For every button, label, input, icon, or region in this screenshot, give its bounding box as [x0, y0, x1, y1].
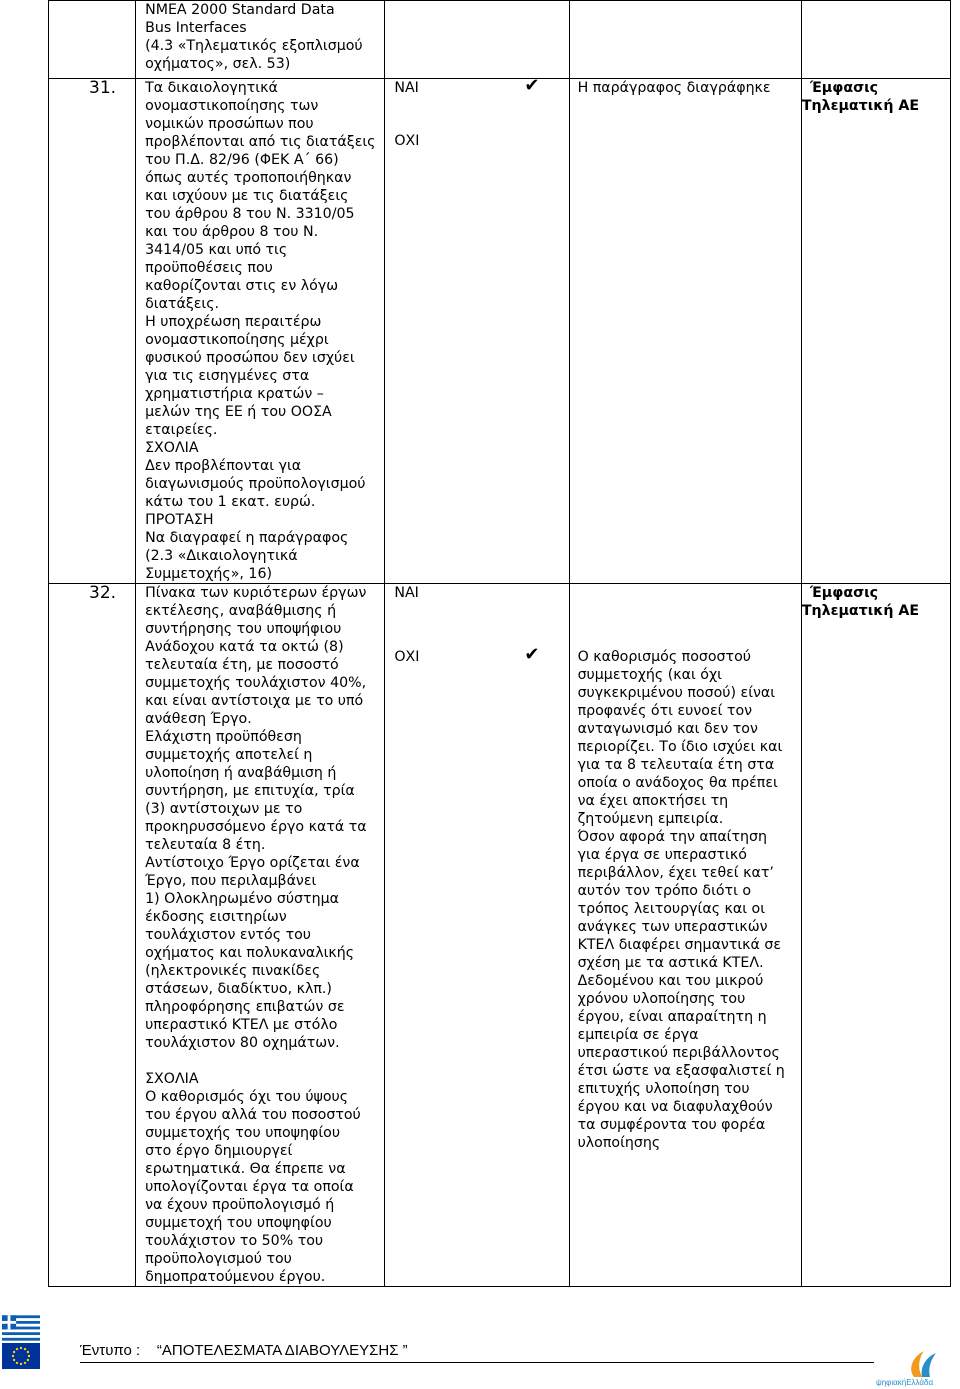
requirement-text: [136, 1, 385, 79]
comment-line: προφανές ότι ευνοεί τον: [577, 703, 753, 719]
row-number: 31.: [49, 79, 136, 584]
text-line: Ο καθορισμός όχι του ύψους: [145, 1089, 349, 1105]
comment-line: επιτυχής υλοποίηση του: [577, 1081, 750, 1097]
response-comment: [569, 79, 801, 584]
respondent: [801, 79, 950, 584]
respondent: [801, 584, 950, 1287]
text-line: Συμμετοχής», 16): [145, 566, 273, 582]
text-line: ΣΧΟΛΙΑ: [145, 1071, 199, 1087]
text-line: συμμετοχή του υποψηφίου: [145, 1215, 332, 1231]
footer-label: Έντυπο :: [80, 1342, 141, 1359]
footer: [80, 1342, 408, 1359]
text-line: Τα δικαιολογητικά: [145, 80, 278, 96]
text-line: διατάξεις.: [145, 296, 220, 312]
text-line: Η υποχρέωση περαιτέρω: [145, 314, 322, 330]
eu-star: [13, 1359, 15, 1361]
text-line: προκηρυσσόμενο έργο κατά τα: [145, 819, 367, 835]
text-line: Δεν προβλέπονται για: [145, 458, 302, 474]
eu-star: [27, 1351, 29, 1353]
option-yes: [394, 584, 568, 602]
requirement-text: [136, 584, 385, 1287]
eu-star: [24, 1348, 26, 1350]
text-line: τουλάχιστον εντός του: [145, 927, 312, 943]
comment-line: Ο καθορισμός ποσοστού: [577, 649, 751, 665]
text-line: (2.3 «Δικαιολογητικά: [145, 548, 298, 564]
option-label: ΝΑΙ: [394, 585, 419, 601]
comment-line: για έργα σε υπεραστικό: [577, 847, 747, 863]
text-line: συμμετοχής αποτελεί η: [145, 747, 313, 763]
text-line: να έχουν προϋπολογισμό ή: [145, 1197, 335, 1213]
comment-line: εμπειρία σε έργα: [577, 1027, 699, 1043]
text-line: συντήρηση, με επιτυχία, τρία: [145, 783, 355, 799]
text-line: δημοπρατούμενου έργου.: [145, 1269, 326, 1285]
text-line: Πίνακα των κυριότερων έργων: [145, 585, 367, 601]
text-line: καθορίζονται στις εν λόγω: [145, 278, 339, 294]
text-line: υπεραστικό ΚΤΕΛ με στόλο: [145, 1017, 338, 1033]
yes-no-cell: [385, 1, 569, 79]
respondent-line: Έμφασις: [809, 80, 879, 96]
row-number: 32.: [49, 584, 136, 1287]
yes-no-cell: [385, 75, 569, 584]
requirement-text: [136, 79, 385, 584]
comment-line: οποία ο ανάδοχος θα πρέπει: [577, 775, 778, 791]
comment-line: χρόνου υλοποίησης του: [577, 991, 746, 1007]
text-line: Να διαγραφεί η παράγραφος: [145, 530, 349, 546]
text-line: [145, 1052, 380, 1070]
respondent-line: Τηλεματική ΑΕ: [801, 98, 920, 114]
text-line: έκδοσης εισιτηρίων: [145, 909, 287, 925]
text-line: και ισχύουν με τις διατάξεις: [145, 188, 349, 204]
text-line: Αντίστοιχο Έργο ορίζεται ένα: [145, 855, 360, 871]
response-comment: [569, 584, 801, 1287]
respondent-line: Τηλεματική ΑΕ: [801, 603, 920, 619]
comment-line: Η παράγραφος διαγράφηκε: [577, 80, 771, 96]
text-line: Ανάδοχου κατά τα οκτώ (8): [145, 639, 344, 655]
text-line: υλοποίηση ή αναβάθμιση ή: [145, 765, 337, 781]
text-line: τουλάχιστον το 50% του: [145, 1233, 324, 1249]
response-comment: [569, 1, 801, 79]
eu-flag-icon: [2, 1343, 40, 1369]
comment-line: υπεραστικού περιβάλλοντος: [577, 1045, 780, 1061]
text-line: στο έργο δημιουργεί: [145, 1143, 293, 1159]
text-line: Ελάχιστη προϋπόθεση: [145, 729, 302, 745]
comment-line: Όσον αφορά την απαίτηση: [577, 829, 767, 845]
comment-line: τρόπος λειτουργίας και οι: [577, 901, 766, 917]
greek-flag-icon: [2, 1315, 40, 1341]
text-line: και είναι αντίστοιχα με το υπό: [145, 693, 364, 709]
respondent: [801, 1, 950, 79]
text-line: προβλέπονται από τις διατάξεις: [145, 134, 376, 150]
option-label: ΟΧΙ: [394, 649, 420, 665]
text-line: εταιρείες.: [145, 422, 218, 438]
eu-star: [16, 1348, 18, 1350]
comment-line: να έχει αποκτήσει τη: [577, 793, 729, 809]
comment-line: συγκεκριμένου ποσού) είναι: [577, 685, 776, 701]
comment-line: περιβάλλον, έχει τεθεί κατ’: [577, 865, 774, 881]
option-label: ΟΧΙ: [394, 133, 420, 149]
comment-line: περιορίζει. Το ίδιο ισχύει και: [577, 739, 783, 755]
option-no: [394, 644, 568, 666]
logo-text: ψηφιακήΕλλάδα: [876, 1378, 934, 1387]
text-line: τελευταία 8 έτη.: [145, 837, 266, 853]
eu-star: [27, 1359, 29, 1361]
row-number: [49, 1, 136, 79]
text-line: ΠΡΟΤΑΣΗ: [145, 512, 214, 528]
text-line: υπολογίζονται έργα τα οποία: [145, 1179, 354, 1195]
text-line: του έργου αλλά του ποσοστού: [145, 1107, 361, 1123]
footer-title: “ΑΠΟΤΕΛΕΣΜΑΤΑ ΔΙΑΒΟΥΛΕΥΣΗΣ ”: [156, 1342, 408, 1359]
text-line: προϋποθέσεις που: [145, 260, 273, 276]
text-line: στάσεων, διαδίκτυο, κλπ.): [145, 981, 332, 997]
text-line: μελών της ΕΕ ή του ΟΟΣΑ: [145, 404, 332, 420]
text-line: εκτέλεσης, αναβάθμισης ή: [145, 603, 337, 619]
text-line: NMEA 2000 Standard Data: [145, 2, 335, 18]
table-row: [49, 584, 951, 1287]
comment-line: Δεδομένου και του μικρού: [577, 973, 764, 989]
text-line: του άρθρου 8 του Ν. 3310/05: [145, 206, 355, 222]
comment-line: έργου, είναι απαραίτητη η: [577, 1009, 767, 1025]
comment-line: ζητούμενη εμπειρία.: [577, 811, 724, 827]
text-line: τελευταία έτη, με ποσοστό: [145, 657, 339, 673]
comment-line: έτσι ώστε να εξασφαλιστεί η: [577, 1063, 785, 1079]
comment-line: έργου και να διαφυλαχθούν: [577, 1099, 773, 1115]
text-line: κάτω του 1 εκατ. ευρώ.: [145, 494, 316, 510]
eu-star: [12, 1355, 14, 1357]
text-line: Bus Interfaces: [145, 20, 247, 36]
comment-line: τα συμφέροντα του φορέα: [577, 1117, 766, 1133]
eu-star: [20, 1347, 22, 1349]
option-yes: [394, 75, 568, 97]
yes-no-cell: [385, 584, 569, 1287]
text-line: νομικών προσώπων που: [145, 116, 314, 132]
respondent-line: Έμφασις: [809, 585, 879, 601]
text-line: για τις εισηγμένες στα: [145, 368, 310, 384]
text-line: όπως αυτές τροποποιήθηκαν: [145, 170, 352, 186]
comment-line: ανταγωνισμό και δεν τον: [577, 721, 758, 737]
eu-star: [24, 1362, 26, 1364]
option-label: ΝΑΙ: [394, 80, 419, 96]
comment-line: αυτόν τον τρόπο διότι ο: [577, 883, 752, 899]
eu-star: [16, 1362, 18, 1364]
text-line: (3) αντίστοιχων με το: [145, 801, 303, 817]
text-line: Έργο, που περιλαμβάνει: [145, 873, 317, 889]
text-line: οχήματος και πολυκαναλικής: [145, 945, 355, 961]
text-line: χρηματιστήρια κρατών –: [145, 386, 324, 402]
comment-line: σχέση με τα αστικά ΚΤΕΛ.: [577, 955, 764, 971]
text-line: πληροφόρησης επιβατών σε: [145, 999, 345, 1015]
text-line: και του άρθρου 8 του Ν.: [145, 224, 319, 240]
text-line: ερωτηματικά. Θα έπρεπε να: [145, 1161, 346, 1177]
footer-divider: [80, 1362, 874, 1363]
text-line: συντήρησης του υποψήφιου: [145, 621, 342, 637]
text-line: συμμετοχής τουλάχιστον 40%,: [145, 675, 367, 691]
comment-line: συμμετοχής (και όχι: [577, 667, 722, 683]
eu-star: [13, 1351, 15, 1353]
text-line: φυσικού προσώπου δεν ισχύει: [145, 350, 355, 366]
option-no: [394, 132, 568, 150]
checkmark-icon: ✔: [524, 644, 540, 665]
comment-line: υλοποίησης: [577, 1135, 661, 1151]
text-line: 3414/05 και υπό τις: [145, 242, 288, 258]
table-row: [49, 1, 951, 79]
text-line: 1) Ολοκληρωμένο σύστημα: [145, 891, 339, 907]
text-line: προϋπολογισμού του: [145, 1251, 292, 1267]
text-line: (ηλεκτρονικές πινακίδες: [145, 963, 321, 979]
text-line: διαγωνισμούς προϋπολογισμού: [145, 476, 366, 492]
text-line: οχήματος», σελ. 53): [145, 56, 291, 72]
text-line: ονομαστικοποίησης των: [145, 98, 319, 114]
eu-star: [20, 1363, 22, 1365]
text-line: ανάθεση Έργο.: [145, 711, 252, 727]
comment-line: ανάγκες των υπεραστικών: [577, 919, 768, 935]
text-line: ονομαστικοποίησης μέχρι: [145, 332, 329, 348]
text-line: συμμετοχής του υποψηφίου: [145, 1125, 341, 1141]
checkmark-icon: ✔: [524, 75, 540, 96]
comment-line: για τα 8 τελευταία έτη στα: [577, 757, 775, 773]
text-line: ΣΧΟΛΙΑ: [145, 440, 199, 456]
consultation-table: [48, 0, 951, 1287]
text-line: (4.3 «Τηλεματικός εξοπλισμού: [145, 38, 363, 54]
text-line: του Π.Δ. 82/96 (ΦΕΚ Α΄ 66): [145, 152, 339, 168]
table-row: [49, 79, 951, 584]
eu-star: [28, 1355, 30, 1357]
comment-line: ΚΤΕΛ διαφέρει σημαντικά σε: [577, 937, 782, 953]
text-line: τουλάχιστον 80 οχημάτων.: [145, 1035, 340, 1051]
